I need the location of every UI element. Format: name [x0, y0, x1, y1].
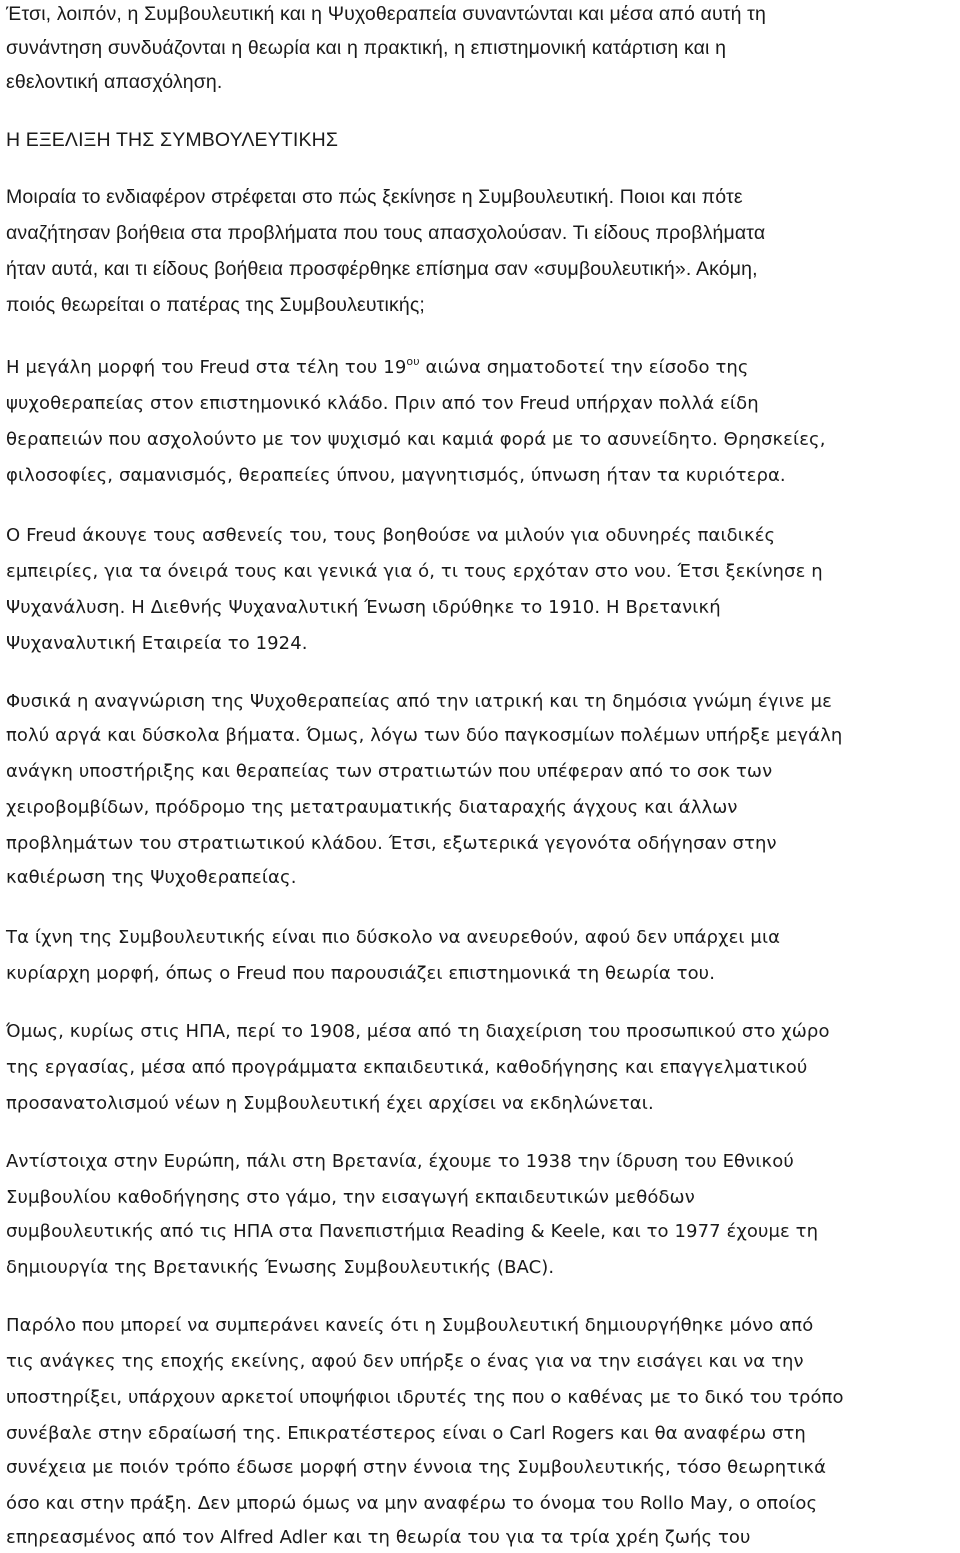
- text-line: της εργασίας, μέσα από προγράμματα εκπαιδευτικά, καθοδήγησης και επαγγελματικού: [6, 1057, 808, 1078]
- text-line: Αντίστοιχα στην Ευρώπη, πάλι στη Βρετανία, έχουμε το 1938 την ίδρυση του Εθνικού: [6, 1151, 794, 1172]
- section-heading: Η ΕΞΕΛΙΞΗ ΤΗΣ ΣΥΜΒΟΥΛΕΥΤΙΚΗΣ: [6, 129, 339, 151]
- text-line: Ψυχανάλυση. Η Διεθνής Ψυχαναλυτική Ένωση ιδρύθηκε το 1910. Η Βρετανική: [6, 597, 721, 618]
- text-span: αιώνα σηματοδοτεί την είσοδο της: [419, 357, 749, 378]
- text-line: συνάντηση συνδυάζονται η θεωρία και η πρακτική, η επιστημονική κατάρτιση και η: [6, 37, 727, 59]
- text-line: καθιέρωση της Ψυχοθεραπείας.: [6, 867, 297, 888]
- text-line: συνέβαλε στην εδραίωσή της. Επικρατέστερος είναι ο Carl Rogers και θα αναφέρω στη: [6, 1423, 806, 1444]
- text-line: τις ανάγκες της εποχής εκείνης, αφού δεν υπήρξε ο ένας για να την εισάγει και να την: [6, 1351, 804, 1372]
- text-line: προβλημάτων του στρατιωτικού κλάδου. Έτσι, εξωτερικά γεγονότα οδήγησαν στην: [6, 833, 777, 854]
- text-line: Όμως, κυρίως στις ΗΠΑ, περί το 1908, μέσα από τη διαχείριση του προσωπικού στο χώρο: [6, 1021, 830, 1042]
- text-line: ψυχοθεραπείας στον επιστημονικό κλάδο. Πριν από τον Freud υπήρχαν πολλά είδη: [6, 393, 759, 414]
- text-line: [6, 356, 749, 380]
- text-line: Συμβουλίου καθοδήγησης στο γάμο, την εισαγωγή εκπαιδευτικών μεθόδων: [6, 1187, 695, 1208]
- text-line: θεραπειών που ασχολούντο με τον ψυχισμό και καμιά φορά με το ασυνείδητο. Θρησκείες,: [6, 429, 826, 450]
- text-line: όσο και στην πράξη. Δεν μπορώ όμως να μην αναφέρω το όνομα του Rollo May, ο οποίος: [6, 1493, 818, 1514]
- text-line: επηρεασμένος από τον Alfred Adler και τη θεωρία του για τα τρία χρέη ζωής του: [6, 1527, 751, 1548]
- text-line: Παρόλο που μπορεί να συμπεράνει κανείς ότι η Συμβουλευτική δημιουργήθηκε μόνο από: [6, 1315, 814, 1336]
- text-line: αναζήτησαν βοήθεια στα προβλήματα που τους απασχολούσαν. Τι είδους προβλήματα: [6, 222, 766, 244]
- text-line: Ο Freud άκουγε τους ασθενείς του, τους βοηθούσε να μιλούν για οδυνηρές παιδικές: [6, 525, 776, 546]
- superscript-ordinal: ου: [406, 355, 420, 368]
- text-line: ήταν αυτά, και τι είδους βοήθεια προσφέρθηκε επίσημα σαν «συμβουλευτική». Ακόμη,: [6, 258, 758, 280]
- text-line: χειροβομβίδων, πρόδρομο της μετατραυματικής διαταραχής άγχους και άλλων: [6, 797, 738, 818]
- text-line: φιλοσοφίες, σαμανισμός, θεραπείες ύπνου, μαγνητισμός, ύπνωση ήταν τα κυριότερα.: [6, 465, 786, 486]
- text-line: εμπειρίες, για τα όνειρά τους και γενικά για ό, τι τους ερχόταν στο νου. Έτσι ξεκίνησε η: [6, 561, 823, 582]
- text-line: ανάγκη υποστήριξης και θεραπείας των στρατιωτών που υπέφεραν από το σοκ των: [6, 761, 773, 782]
- text-line: δημιουργία της Βρετανικής Ένωσης Συμβουλευτικής (BAC).: [6, 1257, 555, 1278]
- text-line: συμβουλευτικής από τις ΗΠΑ στα Πανεπιστήμια Reading & Keele, και το 1977 έχουμε τη: [6, 1221, 819, 1242]
- text-line: Τα ίχνη της Συμβουλευτικής είναι πιο δύσκολο να ανευρεθούν, αφού δεν υπάρχει μια: [6, 927, 781, 948]
- text-span: Η μεγάλη μορφή του Freud στα τέλη του 19: [6, 357, 407, 378]
- text-line: εθελοντική απασχόληση.: [6, 71, 223, 93]
- text-line: κυρίαρχη μορφή, όπως ο Freud που παρουσιάζει επιστημονικά τη θεωρία του.: [6, 963, 716, 984]
- text-line: ποιός θεωρείται ο πατέρας της Συμβουλευτικής;: [6, 294, 425, 316]
- text-line: Ψυχαναλυτική Εταιρεία το 1924.: [6, 633, 308, 654]
- text-line: πολύ αργά και δύσκολα βήματα. Όμως, λόγω των δύο παγκοσμίων πολέμων υπήρξε μεγάλη: [6, 725, 843, 746]
- text-line: Φυσικά η αναγνώριση της Ψυχοθεραπείας από την ιατρική και τη δημόσια γνώμη έγινε με: [6, 691, 832, 712]
- text-line: συνέχεια με ποιόν τρόπο έδωσε μορφή στην έννοια της Συμβουλευτικής, τόσο θεωρητικά: [6, 1457, 827, 1478]
- text-line: υποστηρίξει, υπάρχουν αρκετοί υποψήφιοι ιδρυτές της που ο καθένας με το δικό του τρόπο: [6, 1387, 844, 1408]
- text-line: προσανατολισμού νέων η Συμβουλευτική έχει αρχίσει να εκδηλώνεται.: [6, 1093, 654, 1114]
- text-line: Μοιραία το ενδιαφέρον στρέφεται στο πώς ξεκίνησε η Συμβουλευτική. Ποιοι και πότε: [6, 186, 743, 208]
- text-line: Έτσι, λοιπόν, η Συμβουλευτική και η Ψυχοθεραπεία συναντώνται και μέσα από αυτή τη: [6, 3, 767, 25]
